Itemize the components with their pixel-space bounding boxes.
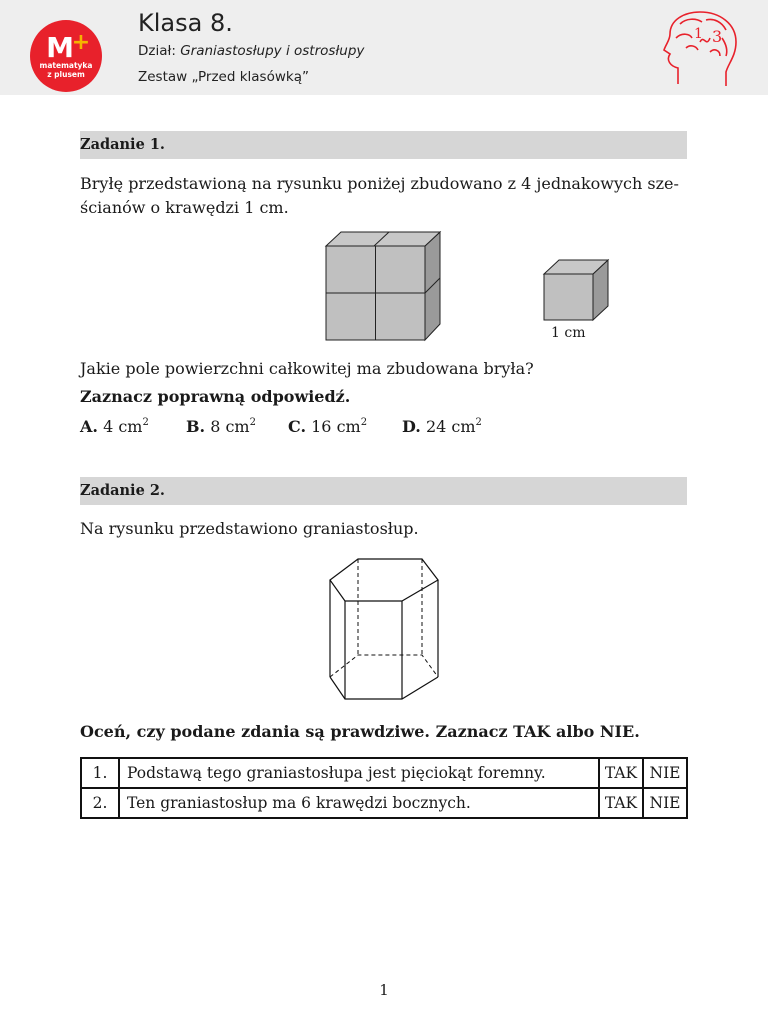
table-row <box>81 788 687 818</box>
task2-heading-text: Zadanie 2. <box>80 482 165 499</box>
set-label: Zestaw <box>138 69 188 85</box>
option-d-exp: 2 <box>475 417 482 428</box>
option-a-value: 4 cm <box>103 417 143 436</box>
svg-text:3: 3 <box>712 27 723 46</box>
svg-text:+: + <box>71 30 91 55</box>
section-label: Dział: <box>138 43 176 59</box>
task1-question: Jakie pole powierzchni całkowitej ma zbudowana bryła? <box>80 359 534 378</box>
svg-text:z plusem: z plusem <box>47 70 85 79</box>
svg-text:1: 1 <box>694 26 703 42</box>
option-a-exp: 2 <box>142 417 149 428</box>
section-value: Graniastosłupy i ostrosłupy <box>180 43 365 59</box>
task2-heading <box>80 477 687 505</box>
option-d[interactable] <box>402 415 482 439</box>
hexagonal-prism-figure <box>322 555 448 705</box>
row-number: 2. <box>81 788 119 818</box>
task1-text-line1: Bryłę przedstawioną na rysunku poniżej zbudowano z 4 jednakowych sze- <box>80 174 679 193</box>
true-false-table <box>80 757 688 819</box>
row-statement: Podstawą tego graniastosłupa jest pięciokąt foremny. <box>119 758 599 788</box>
task1-heading <box>80 131 687 159</box>
set-value: „Przed klasówką” <box>191 69 309 85</box>
yes-option[interactable]: TAK <box>599 788 643 818</box>
option-d-value: 24 cm <box>425 417 476 436</box>
head-profile-icon <box>656 8 746 90</box>
svg-text:matematyka: matematyka <box>39 61 93 70</box>
row-statement: Ten graniastosłup ma 6 krawędzi bocznych. <box>119 788 599 818</box>
page-number: 1 <box>379 981 389 999</box>
option-b[interactable] <box>186 415 256 439</box>
task2-text: Na rysunku przedstawiono graniastosłup. <box>80 519 419 538</box>
row-number: 1. <box>81 758 119 788</box>
yes-option[interactable]: TAK <box>599 758 643 788</box>
option-a[interactable] <box>80 415 149 439</box>
svg-text:M: M <box>46 31 74 64</box>
option-b-letter: B. <box>186 417 206 436</box>
section-line <box>138 43 364 59</box>
option-c-exp: 2 <box>360 417 368 428</box>
option-b-value: 8 cm <box>210 417 250 436</box>
task2-instruction: Oceń, czy podane zdania są prawdziwe. Zaznacz TAK albo NIE. <box>80 722 640 741</box>
page-header <box>0 0 768 95</box>
no-option[interactable]: NIE <box>643 758 687 788</box>
task1-text-line2: ścianów o krawędzi 1 cm. <box>80 198 289 217</box>
page-title: Klasa 8. <box>138 9 233 37</box>
task1-text <box>80 172 687 220</box>
cube-edge-label: 1 cm <box>551 325 586 341</box>
option-c-value: 16 cm <box>311 417 361 436</box>
table-row <box>81 758 687 788</box>
option-c[interactable] <box>288 415 367 439</box>
unit-cube-figure <box>538 254 612 324</box>
option-d-letter: D. <box>402 417 421 436</box>
four-cubes-figure <box>320 228 450 344</box>
set-line <box>138 69 309 85</box>
option-b-exp: 2 <box>249 417 256 428</box>
option-a-letter: A. <box>80 417 98 436</box>
option-c-letter: C. <box>288 417 307 436</box>
task1-heading-text: Zadanie 1. <box>80 136 165 153</box>
no-option[interactable]: NIE <box>643 788 687 818</box>
matematyka-logo <box>30 20 102 92</box>
task1-instruction: Zaznacz poprawną odpowiedź. <box>80 387 351 406</box>
